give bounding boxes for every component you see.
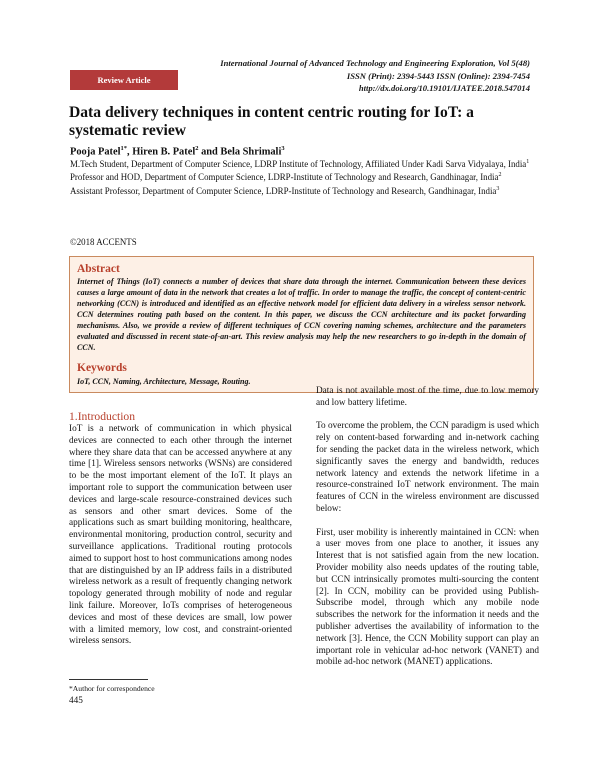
body-paragraph: To overcome the problem, the CCN paradigm is used which rely on content-based forwarding and in-network caching for sending the packet data in the wireless network, which significantly saves the energy and bandwidth, reduces network latency and extends the network lifetime in a resource-constrained IoT network environment. The main features of CCN in the wireless environment are discussed below: (316, 421, 539, 514)
author-name: Pooja Patel (70, 146, 121, 158)
footnote-divider (69, 679, 148, 680)
author-sep: , (127, 146, 133, 158)
affiliation-text: Assistant Professor, Department of Computer Science, LDRP-Institute of Technology and Research, Gandhinagar, India (70, 185, 497, 196)
affiliation (70, 170, 540, 183)
affiliation-sup: 1 (526, 159, 530, 165)
affiliation-sup: 2 (498, 172, 502, 179)
affiliation-sup: 3 (496, 185, 500, 192)
affiliation-text: Professor and HOD, Department of Computer Science, LDRP-Institute of Technology and Research, Gandhinagar, India (70, 172, 499, 183)
journal-header (220, 57, 530, 95)
body-paragraph: First, user mobility is inherently maintained in CCN: when a user moves from one place to another, it issues any Interest that is not satisfied again from the new location. Provider mobility also needs updates of the routing table, but CCN intrinsically promotes multi-sourcing the content [2]. In CCN, mobility can be provided using Publish-Subscribe model, through which any mobile node subscribes the network for the information it needs and the publisher advertises the availability of information to the network [3]. Hence, the CCN Mobility support can play an important role in vehicular ad-hoc network (VANET) and mobile ad-hoc network (MANET) applications. (316, 527, 539, 668)
affiliation (70, 157, 540, 170)
copyright: ©2018 ACCENTS (70, 237, 137, 247)
author-sup: 2 (195, 145, 199, 152)
affiliation (70, 184, 540, 197)
body-paragraph: Data is not available most of the time, due to low memory and low battery lifetime. (316, 386, 539, 408)
right-column (316, 386, 539, 681)
journal-issn: ISSN (Print): 2394-5443 ISSN (Online): 2394-7454 (346, 70, 530, 81)
abstract-box (69, 256, 534, 393)
abstract-text: Internet of Things (IoT) connects a number of devices that share data through the internet. Communication between these devices causes a large amount of data in the network that creates a lot of traffic. In order to manage the traffic, the concept of content-centric networking (CCN) is introduced and identified as an effective network model for efficient data delivery in a wireless sensor network. CCN determines routing path based on the content. In this paper, we discuss the CCN architecture and its packet forwarding mechanisms. Also, we provide a review of different techniques of CCN covering naming schemes, architecture and the parameters evaluated and discussed in recent state-of-an-art. This review analysis may help the new researchers to go in-depth in the domain of CCN. (77, 277, 526, 352)
keywords-heading: Keywords (77, 362, 127, 374)
body-paragraph: IoT is a network of communication in which physical devices are connected to each other through the internet where they share data that can be accessed anywhere at any time [1]. Wireless sensors networks (WSNs) are considered to be the most important element of the IoT. It plays an important role to support the communication between user devices and large-scale resource-constrained devices such as sensors and other smart devices. Some of the applications such as smart building monitoring, healthcare, environmental monitoring, production control, security and surveillance applications. Traditional routing protocols aimed to support host to host communications among nodes that are distinguished by an IP address fails in a distributed wireless network as a result of frequently changing network topology generated through mobility of node and regular link failure. Moreover, IoTs comprises of heterogeneous devices and most of these devices are small, low power with a limited memory, low cost, and constraint-oriented wireless sensors. (69, 424, 292, 647)
journal-doi: http://dx.doi.org/10.19101/IJATEE.2018.547014 (358, 83, 530, 94)
paper-title: Data delivery techniques in content centric routing for IoT: a systematic review (69, 104, 474, 139)
keywords-text: IoT, CCN, Naming, Architecture, Message, Routing. (77, 377, 251, 386)
section-heading: 1.Introduction (69, 410, 136, 423)
affiliations (70, 157, 540, 197)
author-sep: and (198, 146, 221, 158)
abstract-heading: Abstract (77, 263, 120, 275)
footnote: *Author for correspondence (69, 684, 155, 693)
left-column (69, 410, 292, 660)
page-number: 445 (69, 696, 83, 706)
affiliation-text: M.Tech Student, Department of Computer Science, LDRP Institute of Technology, Affiliated Under Kadi Sarva Vidyalaya, India (70, 158, 527, 169)
journal-name: International Journal of Advanced Technology and Engineering Exploration, Vol 5(48) (220, 58, 530, 68)
author-name: Hiren B. Patel (132, 146, 196, 158)
article-type-badge: Review Article (70, 70, 178, 90)
author-list (70, 145, 285, 157)
author-name: Bela Shrimali (220, 146, 282, 158)
author-sup: 3 (281, 145, 285, 152)
author-sup: 1* (120, 145, 127, 152)
